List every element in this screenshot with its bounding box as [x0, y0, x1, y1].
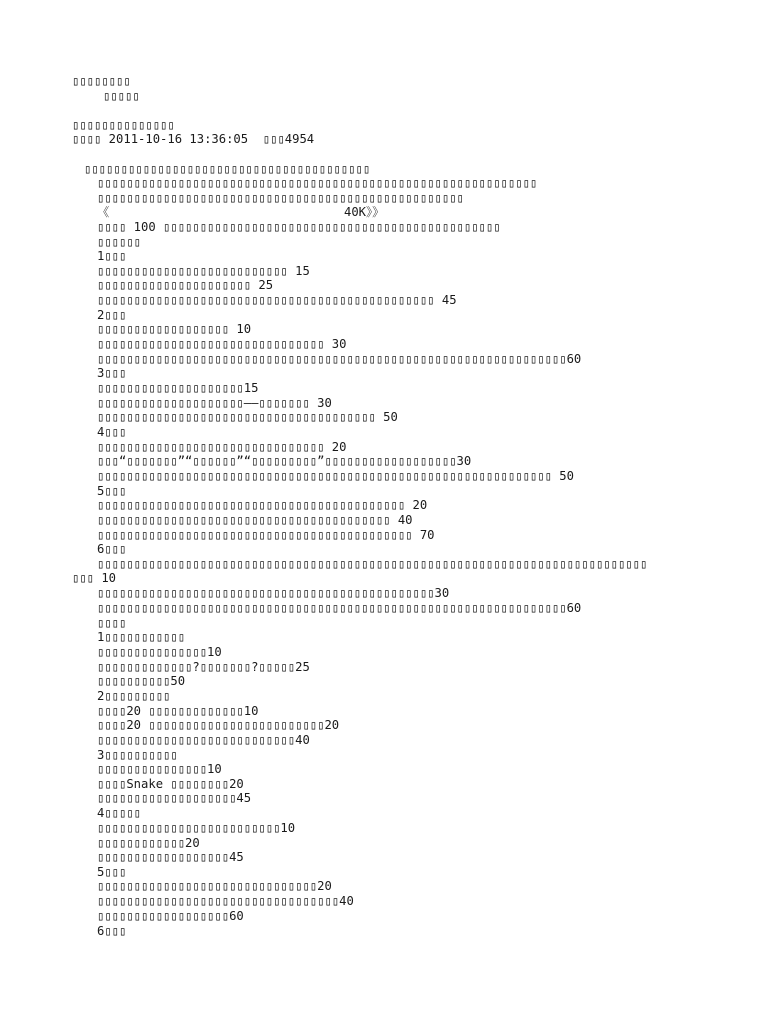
- body-line: ▯▯▯▯▯▯▯▯▯▯▯▯▯▯▯▯▯▯▯▯15: [97, 381, 259, 395]
- body-line: ▯▯▯▯▯▯▯▯▯▯▯▯▯▯▯▯▯▯▯▯▯▯▯▯▯▯▯▯▯▯▯▯▯▯▯▯▯▯▯: [84, 162, 371, 176]
- body-line: 4▯▯▯▯▯: [97, 806, 142, 820]
- body-line: 3▯▯▯: [97, 366, 127, 380]
- body-line: ▯▯▯▯▯▯▯▯▯▯▯▯▯▯▯▯▯▯ 10: [97, 322, 252, 336]
- body-line: ▯▯▯▯▯▯▯▯▯▯▯▯20: [97, 836, 200, 850]
- meta-date-line: ▯▯▯▯ 2011-10-16 13:36:05 ▯▯▯4954: [72, 132, 315, 146]
- body-line: 《 40K》》: [97, 205, 385, 219]
- body-line: ▯▯▯▯20 ▯▯▯▯▯▯▯▯▯▯▯▯▯10: [97, 704, 259, 718]
- body-line: ▯▯▯▯▯▯: [97, 235, 142, 249]
- body-line: ▯▯▯ 10: [72, 571, 117, 585]
- meta-line: ▯▯▯▯▯▯▯▯▯▯▯▯▯▯: [72, 118, 175, 132]
- body-line: ▯▯▯▯▯▯▯▯▯▯▯▯▯▯▯▯▯▯▯▯▯▯▯▯▯▯▯▯▯▯▯▯▯▯▯▯▯▯▯▯▯▯▯ 70: [97, 528, 435, 542]
- body-line: ▯▯▯▯▯▯▯▯▯▯▯▯▯▯▯▯▯▯▯▯▯ 25: [97, 278, 274, 292]
- body-line: 6▯▯▯: [97, 542, 127, 556]
- body-line: 4▯▯▯: [97, 425, 127, 439]
- body-line: 6▯▯▯: [97, 924, 127, 938]
- body-line: ▯▯▯▯▯▯▯▯▯▯▯▯▯▯▯▯▯▯▯▯▯▯▯▯▯▯▯▯▯▯▯▯▯▯▯▯▯▯▯▯▯▯ 20: [97, 498, 428, 512]
- body-line: ▯▯▯▯▯▯▯▯▯▯50: [97, 674, 186, 688]
- body-line: ▯▯▯▯▯▯▯▯▯▯▯▯▯▯▯▯▯▯▯▯▯▯▯▯▯▯▯▯▯▯▯▯▯▯▯▯▯▯ 50: [97, 410, 398, 424]
- body-line: ▯▯▯▯▯▯▯▯▯▯▯▯▯▯▯▯▯▯▯▯▯▯▯▯▯▯ 15: [97, 264, 310, 278]
- body-line: ▯▯▯▯▯▯▯▯▯▯▯▯▯▯▯▯▯▯60: [97, 909, 244, 923]
- body-line: ▯▯▯▯▯▯▯▯▯▯▯▯▯▯▯▯▯▯▯▯▯▯▯▯▯▯▯▯▯▯▯▯▯▯▯▯▯▯▯▯▯▯▯▯▯▯30: [97, 586, 450, 600]
- body-line: ▯▯▯▯▯▯▯▯▯▯▯▯▯▯▯▯▯▯▯▯▯▯▯▯▯▯▯▯▯▯▯▯▯▯▯▯▯▯▯▯▯▯▯▯▯▯▯▯▯▯: [97, 191, 464, 205]
- body-line: ▯▯▯▯▯▯▯▯▯▯▯▯▯▯▯▯▯▯▯▯▯▯▯▯▯▯▯▯▯▯▯▯▯▯▯▯▯▯▯▯▯▯▯▯▯▯ 45: [97, 293, 457, 307]
- body-line: ▯▯▯▯▯▯▯▯▯▯▯▯▯▯▯▯▯▯▯45: [97, 791, 252, 805]
- body-line: ▯▯▯▯▯▯▯▯▯▯▯▯▯▯▯▯▯▯▯▯▯▯▯▯▯▯▯▯▯▯▯ 30: [97, 337, 347, 351]
- body-line: ▯▯▯▯▯▯▯▯▯▯▯▯▯▯▯▯▯▯▯▯▯▯▯▯▯▯▯▯▯▯▯▯▯▯▯▯▯▯▯▯▯▯▯▯▯▯▯▯▯▯▯▯▯▯▯▯▯▯▯▯▯▯▯▯▯▯▯▯▯▯▯▯▯▯▯: [97, 557, 648, 571]
- body-line: ▯▯▯▯▯▯▯▯▯▯▯▯▯▯▯▯▯▯▯▯▯▯▯▯▯▯▯▯▯▯▯▯▯▯▯▯▯▯▯▯▯▯▯▯▯▯▯▯▯▯▯▯▯▯▯▯▯▯▯▯▯▯▯▯60: [97, 352, 582, 366]
- body-line: 2▯▯▯: [97, 308, 127, 322]
- body-line: 1▯▯▯▯▯▯▯▯▯▯▯: [97, 630, 186, 644]
- body-line: ▯▯▯▯▯▯▯▯▯▯▯▯▯▯▯▯▯▯▯▯▯▯▯▯▯▯▯▯▯▯▯▯▯▯▯▯▯▯▯▯▯▯▯▯▯▯▯▯▯▯▯▯▯▯▯▯▯▯▯▯▯▯▯▯60: [97, 601, 582, 615]
- body-line: ▯▯▯▯▯▯▯▯▯▯▯▯▯▯▯▯▯▯▯▯▯▯▯▯▯▯▯40: [97, 733, 310, 747]
- document-title: ▯▯▯▯▯▯▯▯: [72, 74, 131, 88]
- body-line: ▯▯▯▯▯▯▯▯▯▯▯▯▯▯▯10: [97, 762, 222, 776]
- body-line: ▯▯▯▯▯▯▯▯▯▯▯▯▯?▯▯▯▯▯▯▯?▯▯▯▯▯25: [97, 660, 310, 674]
- body-line: 3▯▯▯▯▯▯▯▯▯▯: [97, 748, 178, 762]
- body-line: 2▯▯▯▯▯▯▯▯▯: [97, 689, 171, 703]
- body-line: ▯▯▯▯20 ▯▯▯▯▯▯▯▯▯▯▯▯▯▯▯▯▯▯▯▯▯▯▯▯20: [97, 718, 340, 732]
- document-subtitle: ▯▯▯▯▯: [103, 89, 140, 103]
- body-line: ▯▯▯▯▯▯▯▯▯▯▯▯▯▯▯▯▯▯▯▯▯▯▯▯▯▯▯▯▯▯▯ 20: [97, 440, 347, 454]
- body-line: ▯▯▯▯▯▯▯▯▯▯▯▯▯▯▯▯▯▯▯▯▯▯▯▯▯▯▯▯▯▯▯▯▯▯▯▯▯▯▯▯▯▯▯▯▯▯▯▯▯▯▯▯▯▯▯▯▯▯▯▯▯▯ 50: [97, 469, 574, 483]
- body-line: 5▯▯▯: [97, 484, 127, 498]
- body-line: ▯▯▯▯: [97, 616, 127, 630]
- body-line: ▯▯▯▯▯▯▯▯▯▯▯▯▯▯▯▯▯▯▯▯▯▯▯▯▯▯▯▯▯▯▯▯▯▯▯▯▯▯▯▯▯▯▯▯▯▯▯▯▯▯▯▯▯▯▯▯▯▯▯▯: [97, 176, 538, 190]
- body-line: ▯▯▯▯▯▯▯▯▯▯▯▯▯▯▯10: [97, 645, 222, 659]
- body-line: 1▯▯▯: [97, 249, 127, 263]
- body-line: ▯▯▯▯▯▯▯▯▯▯▯▯▯▯▯▯▯▯45: [97, 850, 244, 864]
- body-line: ▯▯▯▯▯▯▯▯▯▯▯▯▯▯▯▯▯▯▯▯▯▯▯▯▯▯▯▯▯▯▯▯▯40: [97, 894, 354, 908]
- body-line: ▯▯▯▯▯▯▯▯▯▯▯▯▯▯▯▯▯▯▯▯▯▯▯▯▯▯▯▯▯▯20: [97, 879, 332, 893]
- body-line: ▯▯▯▯▯▯▯▯▯▯▯▯▯▯▯▯▯▯▯▯——▯▯▯▯▯▯▯ 30: [97, 396, 332, 410]
- body-line: ▯▯▯“▯▯▯▯▯▯▯”“▯▯▯▯▯▯”“▯▯▯▯▯▯▯▯▯”▯▯▯▯▯▯▯▯▯▯▯▯▯▯▯▯▯▯30: [97, 454, 472, 468]
- body-line: ▯▯▯▯Snake ▯▯▯▯▯▯▯▯20: [97, 777, 244, 791]
- body-line: ▯▯▯▯▯▯▯▯▯▯▯▯▯▯▯▯▯▯▯▯▯▯▯▯▯▯▯▯▯▯▯▯▯▯▯▯▯▯▯▯ 40: [97, 513, 413, 527]
- body-line: 5▯▯▯: [97, 865, 127, 879]
- body-line: ▯▯▯▯▯▯▯▯▯▯▯▯▯▯▯▯▯▯▯▯▯▯▯▯▯10: [97, 821, 296, 835]
- body-line: ▯▯▯▯ 100 ▯▯▯▯▯▯▯▯▯▯▯▯▯▯▯▯▯▯▯▯▯▯▯▯▯▯▯▯▯▯▯▯▯▯▯▯▯▯▯▯▯▯▯▯▯▯: [97, 220, 501, 234]
